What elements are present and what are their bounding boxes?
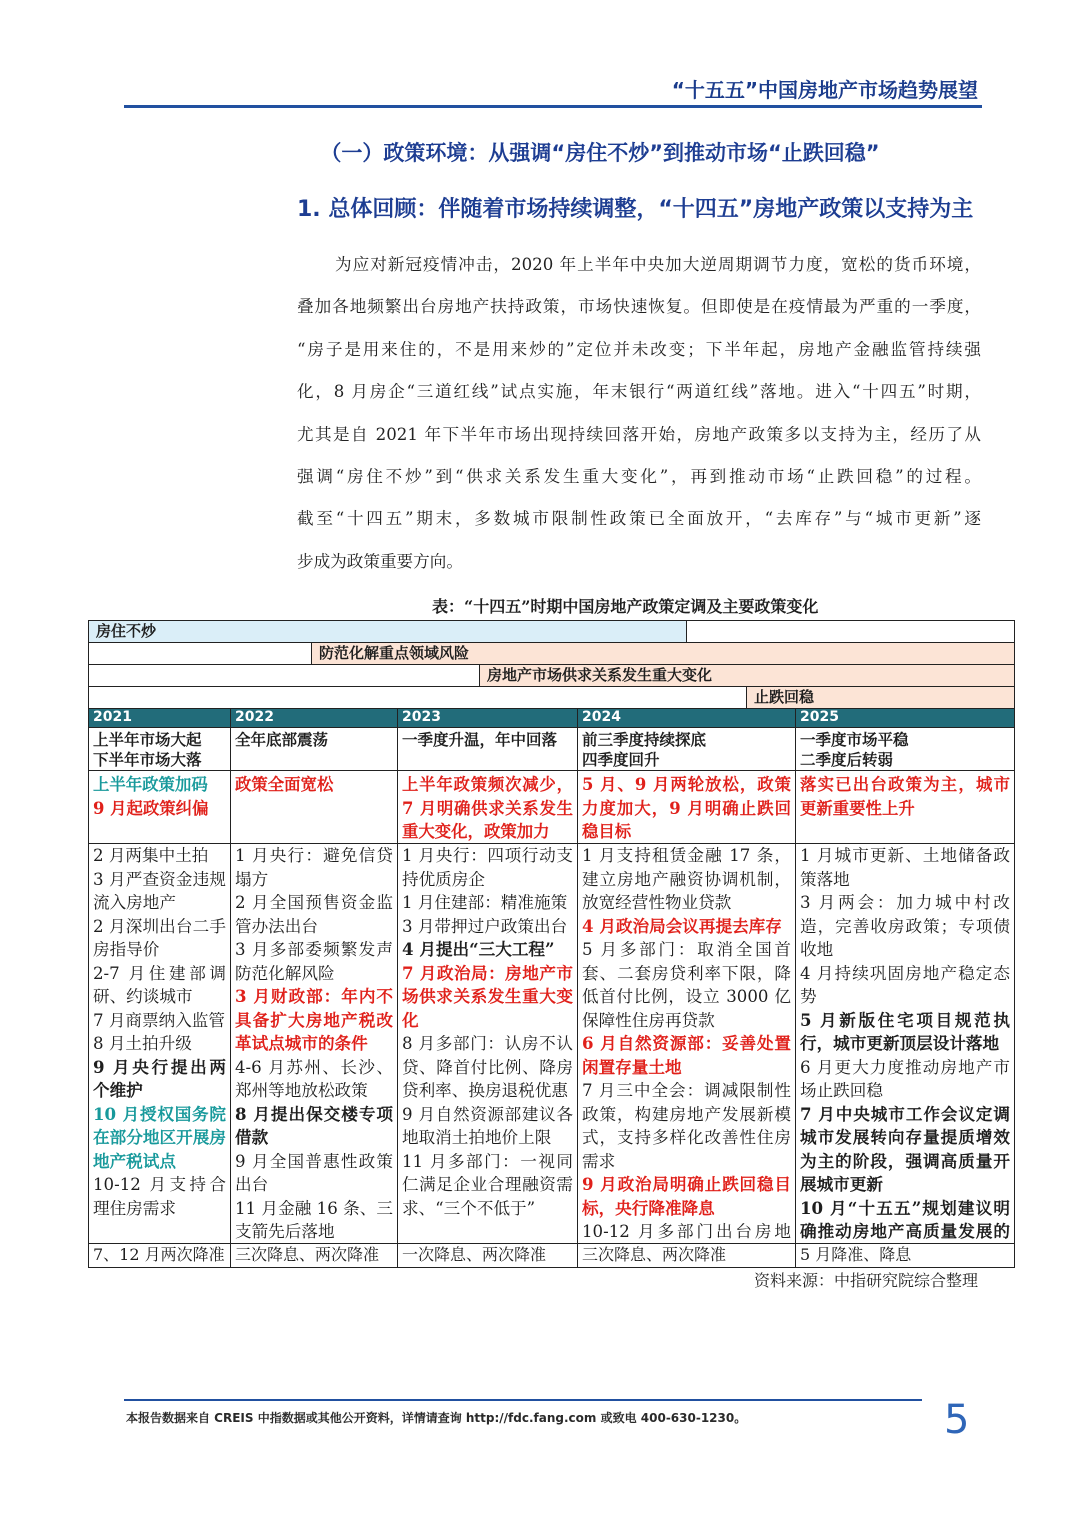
policy-event: 11 月多部门：一视同仁满足企业合理融资需求、“三个不低于” (402, 1151, 573, 1218)
market-summary-line: 一季度市场平稳 (800, 730, 909, 749)
body-line: 步成为政策重要方向。 (297, 551, 463, 571)
policy-tone-line: 9 月起政策纠偏 (93, 798, 209, 818)
source-note: 资料来源：中指研究院综合整理 (753, 1271, 978, 1290)
market-summary-cell (89, 728, 231, 771)
report-header-title: “十五五”中国房地产市场趋势展望 (671, 78, 978, 102)
section-title: （一）政策环境：从强调“房住不炒”到推动市场“止跌回稳” (320, 141, 880, 165)
market-summary-line: 上半年市场大起 (93, 730, 202, 749)
policy-events-cell (578, 844, 796, 1244)
policy-event: 1 月住建部：精准施策 (402, 893, 568, 912)
policy-event: 10 月“十五五”规划建议明确推动房地产高质量发展的 (800, 1197, 1010, 1241)
policy-event: 5 月新版住宅项目规范执行，城市更新顶层设计落地 (800, 1009, 1010, 1053)
body-paragraph (297, 244, 981, 583)
stage-band-supply-demand-change: 房地产市场供求关系发生重大变化 (479, 665, 1014, 686)
stage-row (88, 664, 1015, 687)
market-summary-line: 一季度升温，年中回落 (402, 730, 558, 749)
policy-event: 9 月自然资源部建议各地取消土拍地价上限 (402, 1104, 573, 1147)
header-rule (124, 105, 982, 108)
policy-event: 10 月授权国务院在部分地区开展房地产税试点 (93, 1103, 226, 1171)
policy-events-cell (89, 844, 231, 1244)
policy-event: 3 月财政部：年内不具备扩大房地产税改革试点城市的条件 (235, 986, 393, 1053)
policy-event: 7 月三中全会：调减限制性政策，构建房地产发展新模式，支持多样化改善性住房需求 (582, 1081, 791, 1171)
policy-event: 7 月中央城市工作会议定调城市发展转向存量提质增效为主的阶段，强调高质量开展城市更新 (800, 1103, 1010, 1194)
policy-event: 3 月两会：加力城中村改造，完善收房政策；专项债收地 (800, 893, 1010, 959)
policy-event: 5 月多部门：取消全国首套、二套房贷利率下限，降低首付比例，设立 3000 亿保障性住房再贷款 (582, 940, 791, 1030)
policy-event: 3 月严查资金违规流入房地产 (93, 869, 226, 912)
year-header-cell: 2023 (398, 709, 578, 728)
policy-tone-line: 落实已出台政策为主，城市更新重要性上升 (800, 775, 1010, 818)
policy-event: 4 月持续巩固房地产稳定态势 (800, 963, 1010, 1006)
policy-event: 8 月土拍升级 (93, 1034, 192, 1053)
policy-event: 8 月提出保交楼专项借款 (235, 1103, 393, 1147)
policy-event: 7 月政治局：房地产市场供求关系发生重大变化 (402, 962, 573, 1030)
rate-cut-cell: 三次降息、两次降准 (578, 1244, 796, 1268)
policy-event: 3 月带押过户政策出台 (402, 916, 568, 936)
policy-event: 1 月城市更新、土地储备政策落地 (800, 846, 1010, 889)
policy-event: 2 月全国预售资金监管办法出台 (235, 893, 393, 936)
policy-tone-line: 5 月、9 月两轮放松，政策力度加大，9 月明确止跌回稳目标 (582, 775, 791, 841)
body-line: 强调“房住不炒”到“供求关系发生重大变化”，再到推动市场“止跌回稳”的过程。 (297, 466, 981, 486)
policy-event: 9 月央行提出两个维护 (93, 1056, 226, 1100)
table-caption: 表：“十四五”时期中国房地产政策定调及主要政策变化 (432, 597, 819, 616)
policy-event: 6 月更大力度推动房地产市场止跌回稳 (800, 1057, 1010, 1100)
policy-event: 2 月两集中土拍 (93, 846, 209, 865)
market-summary-line: 下半年市场大落 (93, 749, 202, 769)
stage-row (88, 642, 1015, 665)
policy-table (88, 708, 1015, 1268)
rate-cut-cell: 5 月降准、降息 (796, 1244, 1015, 1268)
footer-note: 本报告数据来自 CREIS 中指数据或其他公开资料，详情请查询 http://fdc.fang.com 或致电 400-630-1230。 (126, 1411, 747, 1425)
body-line: 化，8 月房企“三道红线”试点实施，年末银行“两道红线”落地。进入“十四五”时期， (297, 382, 981, 402)
subsection-title: 1. 总体回顾：伴随着市场持续调整，“十四五”房地产政策以支持为主 (297, 197, 974, 222)
policy-event: 11 月金融 16 条、三支箭先后落地 (235, 1198, 393, 1241)
policy-tone-cell (398, 771, 578, 844)
body-line: “房子是用来住的，不是用来炒的”定位并未改变；下半年起，房地产金融监管持续强 (297, 339, 981, 359)
year-header-cell: 2025 (796, 709, 1015, 728)
market-summary-line: 全年底部震荡 (235, 730, 329, 749)
policy-event: 10-12 月支持合理住房需求 (93, 1175, 226, 1218)
market-summary-cell (231, 728, 398, 771)
policy-event: 9 月政治局明确止跌回稳目标，央行降准降息 (582, 1174, 791, 1218)
policy-event: 4 月提出“三大工程” (402, 939, 555, 959)
policy-tone-line: 上半年政策加码 (93, 775, 208, 794)
policy-tone-cell (231, 771, 398, 844)
policy-event: 1 月央行：四项行动支持优质房企 (402, 846, 573, 889)
policy-events-cell (398, 844, 578, 1244)
footer-rule (124, 1399, 922, 1401)
policy-event: 6 月自然资源部：妥善处置闲置存量土地 (582, 1033, 791, 1077)
year-header-cell: 2021 (89, 709, 231, 728)
policy-event: 4-6 月苏州、长沙、郑州等地放松政策 (235, 1057, 393, 1100)
policy-tone-line: 政策全面宽松 (235, 775, 334, 794)
market-summary-line: 二季度后转弱 (800, 749, 894, 769)
body-line: 为应对新冠疫情冲击，2020 年上半年中央加大逆周期调节力度，宽松的货币环境， (335, 255, 981, 274)
rate-cut-cell: 7、12 月两次降准 (89, 1244, 231, 1268)
policy-event: 8 月多部门：认房不认贷、降首付比例、降房贷利率、换房退税优惠 (402, 1034, 573, 1100)
year-header-cell: 2022 (231, 709, 398, 728)
market-summary-cell (796, 728, 1015, 771)
market-summary-line: 前三季度持续探底 (582, 730, 707, 749)
policy-tone-cell (89, 771, 231, 844)
policy-event: 7 月商票纳入监管 (93, 1010, 225, 1030)
policy-events-cell (231, 844, 398, 1244)
stage-band-risk-prevention: 防范化解重点领域风险 (311, 643, 1014, 664)
policy-event: 2 月深圳出台二手房指导价 (93, 916, 226, 959)
stage-row (88, 686, 1015, 709)
policy-event: 4 月政治局会议再提去库存 (582, 915, 782, 936)
year-header-cell: 2024 (578, 709, 796, 728)
body-line: 尤其是自 2021 年下半年市场出现持续回落开始，房地产政策多以支持为主，经历了从 (297, 424, 981, 444)
page-number: 5 (944, 1397, 970, 1443)
policy-tone-cell (578, 771, 796, 844)
policy-event: 1 月支持租赁金融 17 条，建立房地产融资协调机制，放宽经营性物业贷款 (582, 846, 791, 912)
body-line: 截至“十四五”期末，多数城市限制性政策已全面放开，“去库存”与“城市更新”逐 (297, 509, 981, 529)
policy-event: 2-7 月住建部调研、约谈城市 (93, 963, 226, 1006)
market-summary-line: 四季度回升 (582, 749, 660, 769)
policy-event: 10-12 月多部门出台房地 (582, 1222, 791, 1241)
market-summary-cell (578, 728, 796, 771)
policy-events-cell (796, 844, 1015, 1244)
stage-band-stop-decline: 止跌回稳 (746, 687, 1014, 708)
rate-cut-cell: 三次降息、两次降准 (231, 1244, 398, 1268)
stage-band-housing-not-speculation: 房住不炒 (89, 621, 687, 642)
body-line: 叠加各地频繁出台房地产扶持政策，市场快速恢复。但即使是在疫情最为严重的一季度， (297, 297, 981, 317)
market-summary-cell (398, 728, 578, 771)
rate-cut-cell: 一次降息、两次降准 (398, 1244, 578, 1268)
policy-event: 3 月多部委频繁发声防范化解风险 (235, 940, 393, 983)
policy-tone-line: 上半年政策频次减少，7 月明确供求关系发生重大变化，政策加力 (402, 775, 573, 841)
stage-row (88, 620, 1015, 643)
policy-event: 9 月全国普惠性政策出台 (235, 1151, 393, 1194)
policy-tone-cell (796, 771, 1015, 844)
policy-event: 1 月央行：避免信贷塌方 (235, 846, 393, 889)
